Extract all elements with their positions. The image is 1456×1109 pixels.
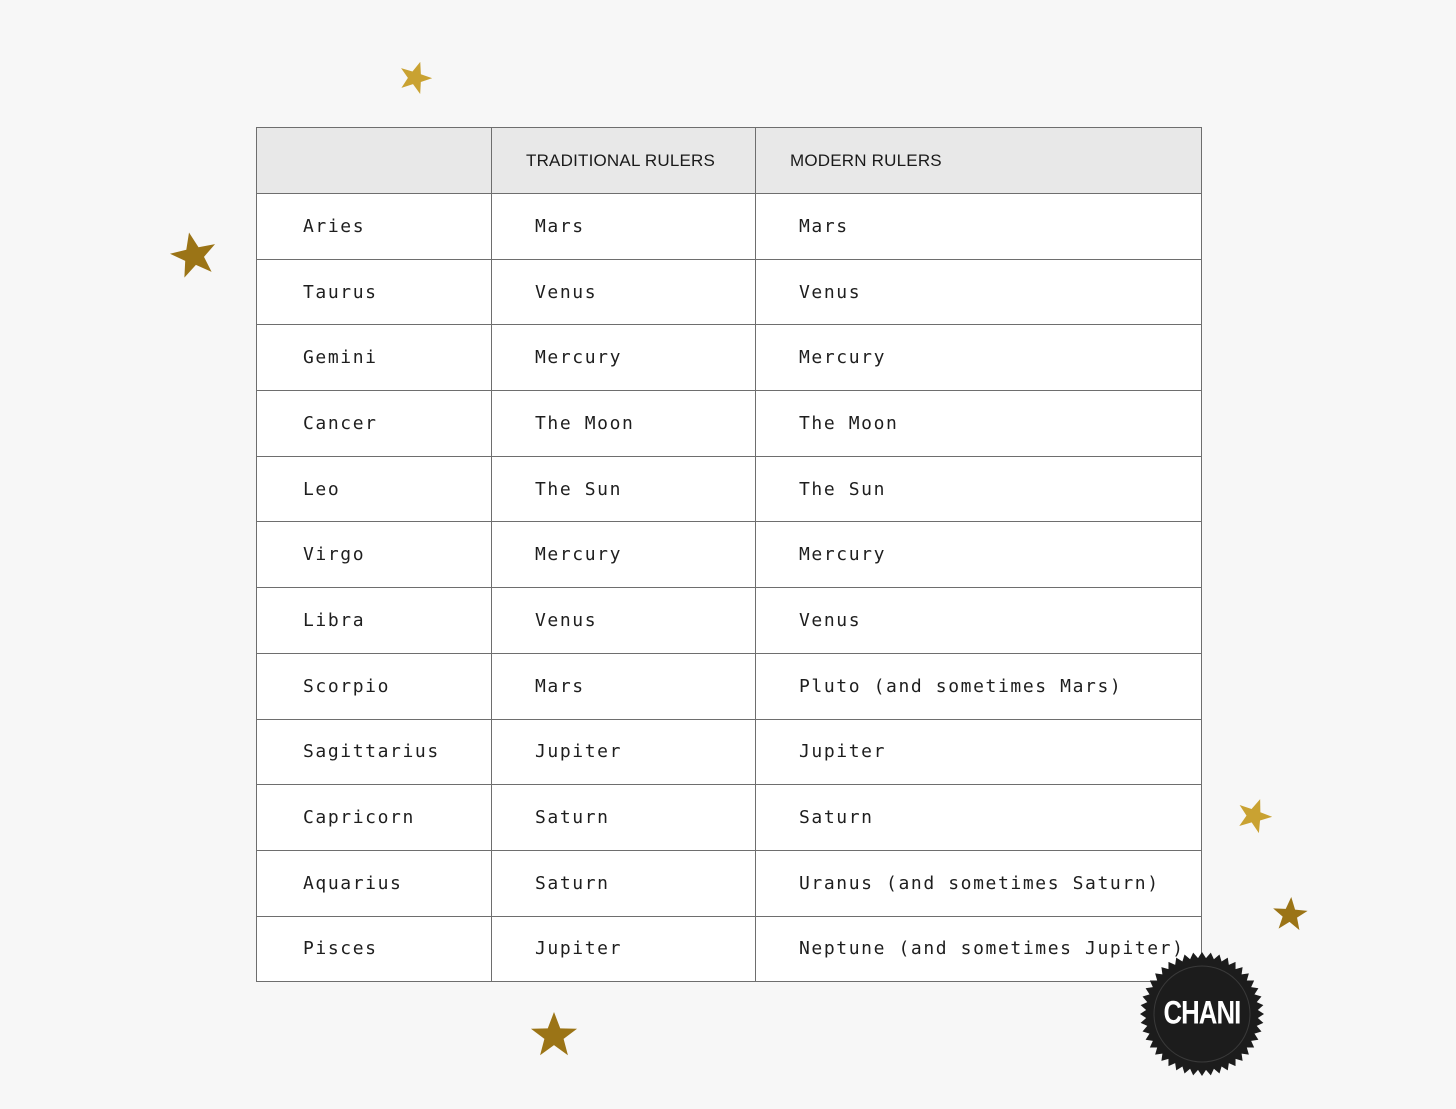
table-row: [257, 522, 1202, 588]
traditional-ruler-cell: Jupiter: [492, 916, 756, 982]
table-row: [257, 259, 1202, 325]
table-row: [257, 916, 1202, 982]
traditional-ruler-cell: The Moon: [492, 391, 756, 457]
modern-ruler-cell: Mars: [756, 194, 1202, 260]
table-row: [257, 719, 1202, 785]
header-traditional-rulers: TRADITIONAL RULERS: [492, 128, 756, 194]
sign-cell: Pisces: [257, 916, 492, 982]
modern-ruler-cell: Saturn: [756, 785, 1202, 851]
modern-ruler-cell: The Moon: [756, 391, 1202, 457]
modern-ruler-cell: Uranus (and sometimes Saturn): [756, 850, 1202, 916]
modern-ruler-cell: Jupiter: [756, 719, 1202, 785]
table-row: [257, 785, 1202, 851]
planetary-rulers-table: [256, 127, 1202, 982]
sign-cell: Scorpio: [257, 653, 492, 719]
traditional-ruler-cell: The Sun: [492, 456, 756, 522]
header-modern-rulers: MODERN RULERS: [756, 128, 1202, 194]
traditional-ruler-cell: Jupiter: [492, 719, 756, 785]
table-row: [257, 850, 1202, 916]
star-icon: [398, 60, 432, 96]
table-row: [257, 588, 1202, 654]
traditional-ruler-cell: Mercury: [492, 325, 756, 391]
modern-ruler-cell: Mercury: [756, 325, 1202, 391]
traditional-ruler-cell: Mars: [492, 653, 756, 719]
sign-cell: Aries: [257, 194, 492, 260]
traditional-ruler-cell: Saturn: [492, 850, 756, 916]
traditional-ruler-cell: Mercury: [492, 522, 756, 588]
sign-cell: Capricorn: [257, 785, 492, 851]
star-icon: [1236, 798, 1272, 834]
star-icon: [170, 232, 218, 280]
chani-logo-text: CHANI: [1163, 995, 1241, 1032]
traditional-ruler-cell: Mars: [492, 194, 756, 260]
sign-cell: Libra: [257, 588, 492, 654]
sign-cell: Leo: [257, 456, 492, 522]
modern-ruler-cell: Pluto (and sometimes Mars): [756, 653, 1202, 719]
modern-ruler-cell: Neptune (and sometimes Jupiter): [756, 916, 1202, 982]
modern-ruler-cell: Mercury: [756, 522, 1202, 588]
sign-cell: Gemini: [257, 325, 492, 391]
sign-cell: Aquarius: [257, 850, 492, 916]
table-row: [257, 194, 1202, 260]
header-sign: [257, 128, 492, 194]
traditional-ruler-cell: Venus: [492, 588, 756, 654]
star-icon: [1272, 897, 1308, 933]
chani-logo-seal: [1138, 950, 1266, 1078]
sign-cell: Cancer: [257, 391, 492, 457]
table-row: [257, 456, 1202, 522]
sign-cell: Virgo: [257, 522, 492, 588]
table-row: [257, 653, 1202, 719]
sign-cell: Sagittarius: [257, 719, 492, 785]
table-header-row: [257, 128, 1202, 194]
traditional-ruler-cell: Saturn: [492, 785, 756, 851]
traditional-ruler-cell: Venus: [492, 259, 756, 325]
star-icon: [530, 1012, 578, 1060]
sign-cell: Taurus: [257, 259, 492, 325]
modern-ruler-cell: Venus: [756, 259, 1202, 325]
modern-ruler-cell: Venus: [756, 588, 1202, 654]
modern-ruler-cell: The Sun: [756, 456, 1202, 522]
table-row: [257, 391, 1202, 457]
table-row: [257, 325, 1202, 391]
